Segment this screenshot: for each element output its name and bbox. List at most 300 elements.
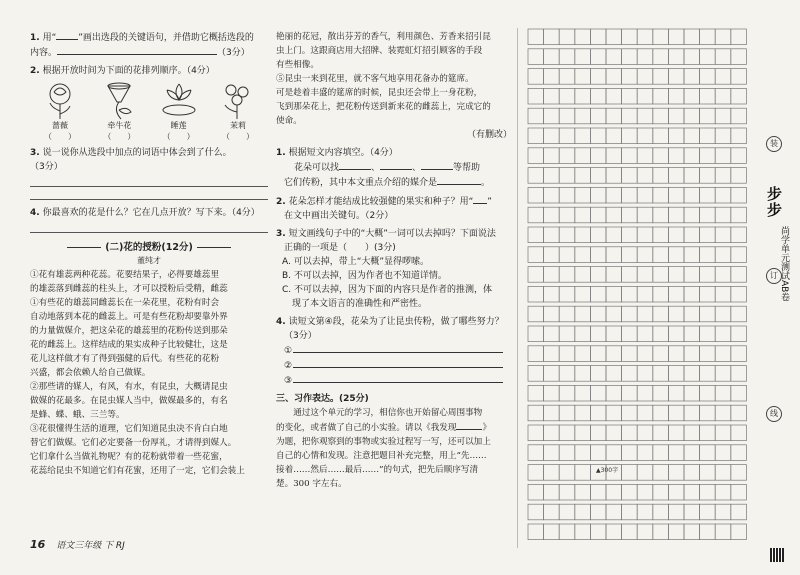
grid-cell — [684, 346, 700, 362]
grid-cell — [668, 227, 684, 243]
grid-cell — [590, 247, 606, 263]
grid-cell — [637, 425, 653, 441]
grid-cell — [575, 69, 591, 85]
grid-cell — [559, 346, 575, 362]
grid-cell — [590, 108, 606, 124]
grid-cell — [637, 247, 653, 263]
grid-cell — [559, 405, 575, 421]
grid-cell — [731, 346, 747, 362]
answer-line[interactable] — [30, 174, 268, 187]
grid-cell — [544, 69, 560, 85]
passage-line: ②那些请的媒人，有风，有水，有昆虫，大概请昆虫 — [30, 382, 228, 392]
grid-cell — [637, 128, 653, 144]
question-4 — [30, 206, 268, 233]
grid-cell — [715, 187, 731, 203]
binding-hole: 订 — [766, 268, 782, 284]
grid-cell — [575, 168, 591, 184]
writing-grid[interactable] — [527, 28, 749, 548]
grid-cell — [606, 346, 622, 362]
grid-cell — [637, 88, 653, 104]
grid-cell — [653, 29, 669, 45]
grid-cell — [575, 326, 591, 342]
grid-cell — [653, 286, 669, 302]
question-number: 1. — [276, 148, 286, 158]
grid-cell — [715, 267, 731, 283]
passage-line: 可是趁着丰盛的筵席的时候，昆虫还会带上一身花粉， — [276, 88, 483, 98]
grid-cell — [622, 405, 638, 421]
grid-cell — [590, 326, 606, 342]
grid-cell — [622, 148, 638, 164]
grid-cell — [622, 326, 638, 342]
grid-cell — [606, 148, 622, 164]
answer-blank[interactable] — [293, 358, 503, 368]
answer-line[interactable] — [30, 187, 268, 200]
grid-cell — [544, 484, 560, 500]
writing-prompt — [276, 406, 512, 491]
grid-cell — [559, 128, 575, 144]
question-text: 你最喜欢的花是什么？它在几点开放？写下来。（4分） — [42, 208, 260, 218]
passage-line: 是蜂、蝶、蛾、三兰等。 — [30, 410, 125, 420]
grid-cell — [622, 29, 638, 45]
prompt-line: 自己的心情和发现。注意把题目补充完整，用上“先…… — [276, 451, 487, 461]
rose-icon — [41, 80, 79, 120]
grid-cell — [668, 465, 684, 481]
grid-cell — [700, 49, 716, 65]
grid-cell — [590, 187, 606, 203]
grid-cell — [575, 227, 591, 243]
answer-blank[interactable] — [293, 373, 503, 383]
page-number: 16 — [30, 538, 46, 551]
answer-blank[interactable] — [56, 30, 78, 40]
grid-cell — [731, 69, 747, 85]
grid-cell — [528, 524, 544, 540]
circle-number: ② — [284, 361, 293, 371]
grid-cell — [622, 445, 638, 461]
question-2 — [30, 64, 268, 142]
grid-cell — [544, 306, 560, 322]
answer-blank[interactable] — [293, 343, 503, 353]
option-b[interactable]: B. 不可以去掉，因为作者也不知道详情。 — [282, 271, 447, 281]
grid-cell — [559, 49, 575, 65]
grid-cell — [684, 306, 700, 322]
grid-cell — [590, 286, 606, 302]
grid-cell — [715, 207, 731, 223]
page-footer — [30, 538, 125, 551]
grid-cell — [653, 465, 669, 481]
grid-cell — [653, 247, 669, 263]
grid-cell — [528, 405, 544, 421]
grid-cell — [544, 168, 560, 184]
grid-cell — [715, 445, 731, 461]
question-text: 根据开放时间为下面的花排列顺序。（4分） — [42, 66, 215, 76]
grid-cell — [684, 425, 700, 441]
grid-cell — [544, 227, 560, 243]
footer-text: 语文三年级 下 RJ — [56, 541, 125, 551]
grid-cell — [700, 207, 716, 223]
grid-cell — [590, 306, 606, 322]
passage-line: 使命。 — [276, 116, 302, 126]
grid-cell — [668, 306, 684, 322]
passage-line: 做媒的花最多。在昆虫媒人当中，做媒最多的，有名 — [30, 396, 228, 406]
option-a[interactable]: A. 可以去掉，带上“大概”显得啰嗦。 — [282, 257, 430, 267]
morning-glory-icon — [100, 80, 138, 120]
grid-cell — [653, 405, 669, 421]
grid-cell — [528, 326, 544, 342]
grid-cell — [684, 445, 700, 461]
section-score: (25分) — [339, 394, 369, 404]
answer-blank[interactable] — [57, 45, 217, 55]
grid-cell — [606, 445, 622, 461]
grid-cell — [637, 267, 653, 283]
grid-cell — [715, 227, 731, 243]
grid-cell — [653, 108, 669, 124]
grid-cell — [715, 247, 731, 263]
passage-line: 虫上门。这跟商店用大招牌、装霓虹灯招引顾客的手段 — [276, 46, 483, 56]
flower-name: 牵牛花 — [107, 121, 132, 130]
left-column — [30, 30, 268, 478]
grid-cell — [559, 484, 575, 500]
passage-line: ①花有雄蕊两种花蕊。花要结果子，必得要雄蕊里 — [30, 270, 220, 280]
flower-name: 茉莉 — [229, 121, 246, 130]
grid-cell — [606, 108, 622, 124]
grid-cell — [653, 366, 669, 382]
grid-cell — [622, 524, 638, 540]
flower-name: 睡莲 — [170, 121, 187, 130]
brand-subtitle: 尚学单元测试AB卷 — [779, 226, 789, 302]
question-number: 2. — [276, 197, 286, 207]
grid-cell — [653, 187, 669, 203]
question-number: 3. — [30, 148, 40, 158]
grid-cell — [528, 465, 544, 481]
grid-cell — [590, 484, 606, 500]
grid-cell — [700, 267, 716, 283]
passage-line: 花蕊给昆虫不知道它们有花蜜，还用了一定，它们会装上 — [30, 466, 245, 476]
middle-column — [276, 30, 512, 495]
grid-cell — [715, 326, 731, 342]
jasmine-icon — [219, 80, 257, 120]
grid-cell — [590, 49, 606, 65]
answer-blank[interactable] — [380, 160, 412, 170]
grid-cell — [700, 168, 716, 184]
grid-cell — [637, 524, 653, 540]
grid-cell — [606, 128, 622, 144]
question-text: 花朵怎样才能结成比较强健的果实和种子？用“ — [288, 197, 474, 207]
grid-cell — [622, 267, 638, 283]
grid-cell — [622, 306, 638, 322]
grid-cell — [544, 148, 560, 164]
grid-cell — [684, 326, 700, 342]
grid-cell — [684, 504, 700, 520]
grid-cell — [684, 465, 700, 481]
grid-cell — [637, 306, 653, 322]
grid-cell — [622, 366, 638, 382]
grid-cell — [715, 306, 731, 322]
grid-cell — [622, 49, 638, 65]
grid-cell — [668, 346, 684, 362]
grid-cell — [637, 484, 653, 500]
question-text: ”画出选段的关键语句，并借助它概括选段的 — [78, 33, 254, 43]
binding-sidebar — [752, 0, 800, 575]
order-paren[interactable]: （ ） — [103, 132, 136, 141]
flower-item — [95, 80, 143, 142]
grid-cell — [559, 366, 575, 382]
grid-cell — [684, 484, 700, 500]
grid-cell — [575, 88, 591, 104]
prompt-line: 接着……然后……最后……”的句式，把先后顺序写清 — [276, 465, 479, 475]
grid-cell — [731, 88, 747, 104]
question-text: 读短文第④段，花朵为了让昆虫传粉，做了哪些努力？ — [288, 317, 504, 327]
grid-cell — [590, 128, 606, 144]
grid-cell — [700, 148, 716, 164]
grid-cell — [700, 524, 716, 540]
grid-cell — [731, 524, 747, 540]
grid-cell — [606, 405, 622, 421]
grid-cell — [731, 504, 747, 520]
grid-cell — [575, 267, 591, 283]
grid-cell — [637, 69, 653, 85]
grid-cell — [528, 128, 544, 144]
grid-cell — [606, 88, 622, 104]
grid-cell — [731, 445, 747, 461]
grid-cell — [715, 49, 731, 65]
grid-cell — [637, 168, 653, 184]
grid-cell — [544, 524, 560, 540]
grid-cell — [544, 445, 560, 461]
grid-cell — [668, 385, 684, 401]
grid-cell — [668, 88, 684, 104]
grid-cell — [715, 286, 731, 302]
passage-line: ⑤昆虫一来到花里，就不客气地享用花备办的筵席。 — [276, 74, 474, 84]
grid-cell — [606, 29, 622, 45]
grid-cell — [590, 207, 606, 223]
grid-cell — [559, 425, 575, 441]
grid-cell — [544, 247, 560, 263]
grid-cell — [559, 385, 575, 401]
order-paren[interactable]: （ ） — [162, 132, 195, 141]
grid-cell — [528, 286, 544, 302]
grid-cell — [559, 267, 575, 283]
grid-cell — [653, 484, 669, 500]
grid-cell — [544, 29, 560, 45]
question-text: 用“ — [42, 33, 57, 43]
qr-code-icon — [770, 548, 784, 562]
prompt-line: 楚。300 字左右。 — [276, 479, 347, 489]
grid-cell — [544, 425, 560, 441]
grid-cell — [575, 445, 591, 461]
grid-cell — [622, 168, 638, 184]
grid-cell — [637, 385, 653, 401]
grid-cell — [715, 465, 731, 481]
grid-cell — [528, 385, 544, 401]
grid-cell — [622, 465, 638, 481]
water-lily-icon — [160, 80, 198, 120]
prompt-text: 》 — [482, 423, 492, 433]
question-text: 它们传粉，其中本文重点介绍的媒介是 — [284, 178, 438, 188]
grid-cell — [622, 425, 638, 441]
brand-block — [764, 186, 790, 356]
option-c[interactable]: C. 不可以去掉，因为下面的内容只是作者的推测，体 — [282, 285, 493, 295]
grid-cell — [637, 366, 653, 382]
binding-hole: 线 — [766, 406, 782, 422]
grid-cell — [622, 69, 638, 85]
question-text: 在文中画出关键句。（2分） — [284, 211, 394, 221]
grid-cell — [653, 504, 669, 520]
passage-line: 自动地落到本花的雌蕊上。可是有些花粉却要靠外界 — [30, 312, 228, 322]
grid-cell — [684, 187, 700, 203]
grid-cell — [590, 366, 606, 382]
flower-row — [36, 80, 262, 142]
grid-cell — [715, 524, 731, 540]
title-blank[interactable] — [456, 420, 482, 430]
order-paren[interactable]: （ ） — [221, 132, 254, 141]
passage-line: ①有些花的雄蕊同雌蕊长在一朵花里，花粉有时会 — [30, 298, 220, 308]
grid-cell — [559, 148, 575, 164]
grid-cell — [528, 69, 544, 85]
answer-blank[interactable] — [421, 160, 453, 170]
grid-cell — [590, 524, 606, 540]
grid-cell — [528, 425, 544, 441]
flower-item — [36, 80, 84, 142]
score-label: （3分） — [284, 331, 317, 341]
grid-cell — [653, 227, 669, 243]
grid-cell — [653, 425, 669, 441]
answer-blank[interactable] — [339, 160, 371, 170]
grid-cell — [653, 69, 669, 85]
grid-cell — [528, 108, 544, 124]
grid-cell — [637, 326, 653, 342]
grid-cell — [715, 405, 731, 421]
grid-cell — [575, 247, 591, 263]
passage-line: 的雄蕊落到雌蕊的柱头上，才可以授粉后受精，雌蕊 — [30, 284, 228, 294]
grid-cell — [684, 247, 700, 263]
grid-cell — [544, 267, 560, 283]
grid-cell — [559, 445, 575, 461]
grid-cell — [559, 168, 575, 184]
grid-cell — [606, 286, 622, 302]
grid-cell — [731, 326, 747, 342]
grid-cell — [559, 227, 575, 243]
answer-blank[interactable] — [473, 194, 487, 204]
grid-cell — [684, 168, 700, 184]
grid-cell — [528, 168, 544, 184]
grid-cell — [590, 227, 606, 243]
question-text: ” — [487, 197, 492, 207]
question-text: 花朵可以找 — [294, 163, 340, 173]
grid-cell — [590, 445, 606, 461]
grid-cell — [528, 207, 544, 223]
grid-cell — [653, 148, 669, 164]
grid-cell — [668, 524, 684, 540]
grid-cell — [668, 286, 684, 302]
grid-cell — [606, 247, 622, 263]
question-number: 4. — [276, 317, 286, 327]
grid-cell — [528, 346, 544, 362]
grid-cell — [606, 306, 622, 322]
order-paren[interactable]: （ ） — [44, 132, 76, 141]
answer-blank[interactable] — [437, 175, 481, 185]
grid-cell — [575, 504, 591, 520]
grid-cell — [544, 366, 560, 382]
prompt-line: 为题，把你观察到的事物或实验过程写一写，还可以加上 — [276, 437, 491, 447]
grid-cell — [637, 148, 653, 164]
reading-question-3 — [276, 227, 512, 311]
grid-cell — [731, 306, 747, 322]
answer-line[interactable] — [30, 220, 268, 233]
grid-cell — [528, 267, 544, 283]
question-text: 正确的一项是（ ）(3分) — [284, 243, 396, 253]
grid-cell — [668, 366, 684, 382]
grid-cell — [731, 366, 747, 382]
grid-cell — [606, 207, 622, 223]
grid-cell — [606, 267, 622, 283]
question-number: 3. — [276, 229, 286, 239]
grid-cell — [668, 168, 684, 184]
grid-cell — [528, 247, 544, 263]
grid-cell — [606, 187, 622, 203]
score-label: （3分） — [30, 162, 63, 172]
grid-cell — [731, 29, 747, 45]
grid-cell — [684, 29, 700, 45]
grid-cell — [559, 247, 575, 263]
section-score: (12分) — [161, 242, 193, 253]
grid-cell — [544, 49, 560, 65]
grid-cell — [700, 286, 716, 302]
grid-cell — [528, 49, 544, 65]
grid-cell — [590, 425, 606, 441]
grid-cell — [575, 425, 591, 441]
grid-cell — [606, 326, 622, 342]
grid-cell — [559, 187, 575, 203]
grid-cell — [575, 207, 591, 223]
grid-cell — [731, 227, 747, 243]
grid-cell — [700, 247, 716, 263]
grid-cell — [668, 69, 684, 85]
grid-cell — [575, 49, 591, 65]
flower-item — [155, 80, 203, 142]
grid-cell — [653, 326, 669, 342]
grid-cell — [559, 504, 575, 520]
grid-cell — [575, 405, 591, 421]
grid-cell — [590, 385, 606, 401]
grid-cell — [637, 346, 653, 362]
grid-cell — [528, 29, 544, 45]
grid-cell — [668, 425, 684, 441]
grid-cell — [700, 306, 716, 322]
grid-cell — [544, 385, 560, 401]
word-count-marker: ▲300字 — [596, 467, 619, 474]
grid-cell — [606, 49, 622, 65]
grid-cell — [637, 405, 653, 421]
grid-cell — [700, 108, 716, 124]
grid-cell — [590, 504, 606, 520]
reading-question-1: 1. 根据短文内容填空。（4分） 花朵可以找 、 、 等帮助 它们传粉，其中本文重点介绍的媒介是 。 — [276, 148, 491, 188]
grid-cell — [715, 168, 731, 184]
grid-cell — [622, 286, 638, 302]
grid-cell — [668, 405, 684, 421]
grid-cell — [684, 69, 700, 85]
grid-cell — [575, 484, 591, 500]
grid-cell — [559, 286, 575, 302]
grid-cell — [668, 29, 684, 45]
grid-cell — [528, 148, 544, 164]
grid-cell — [668, 267, 684, 283]
grid-cell — [700, 69, 716, 85]
grid-cell — [731, 465, 747, 481]
grid-cell — [700, 465, 716, 481]
grid-cell — [559, 524, 575, 540]
grid-cell — [528, 88, 544, 104]
question-number: 2. — [30, 66, 40, 76]
